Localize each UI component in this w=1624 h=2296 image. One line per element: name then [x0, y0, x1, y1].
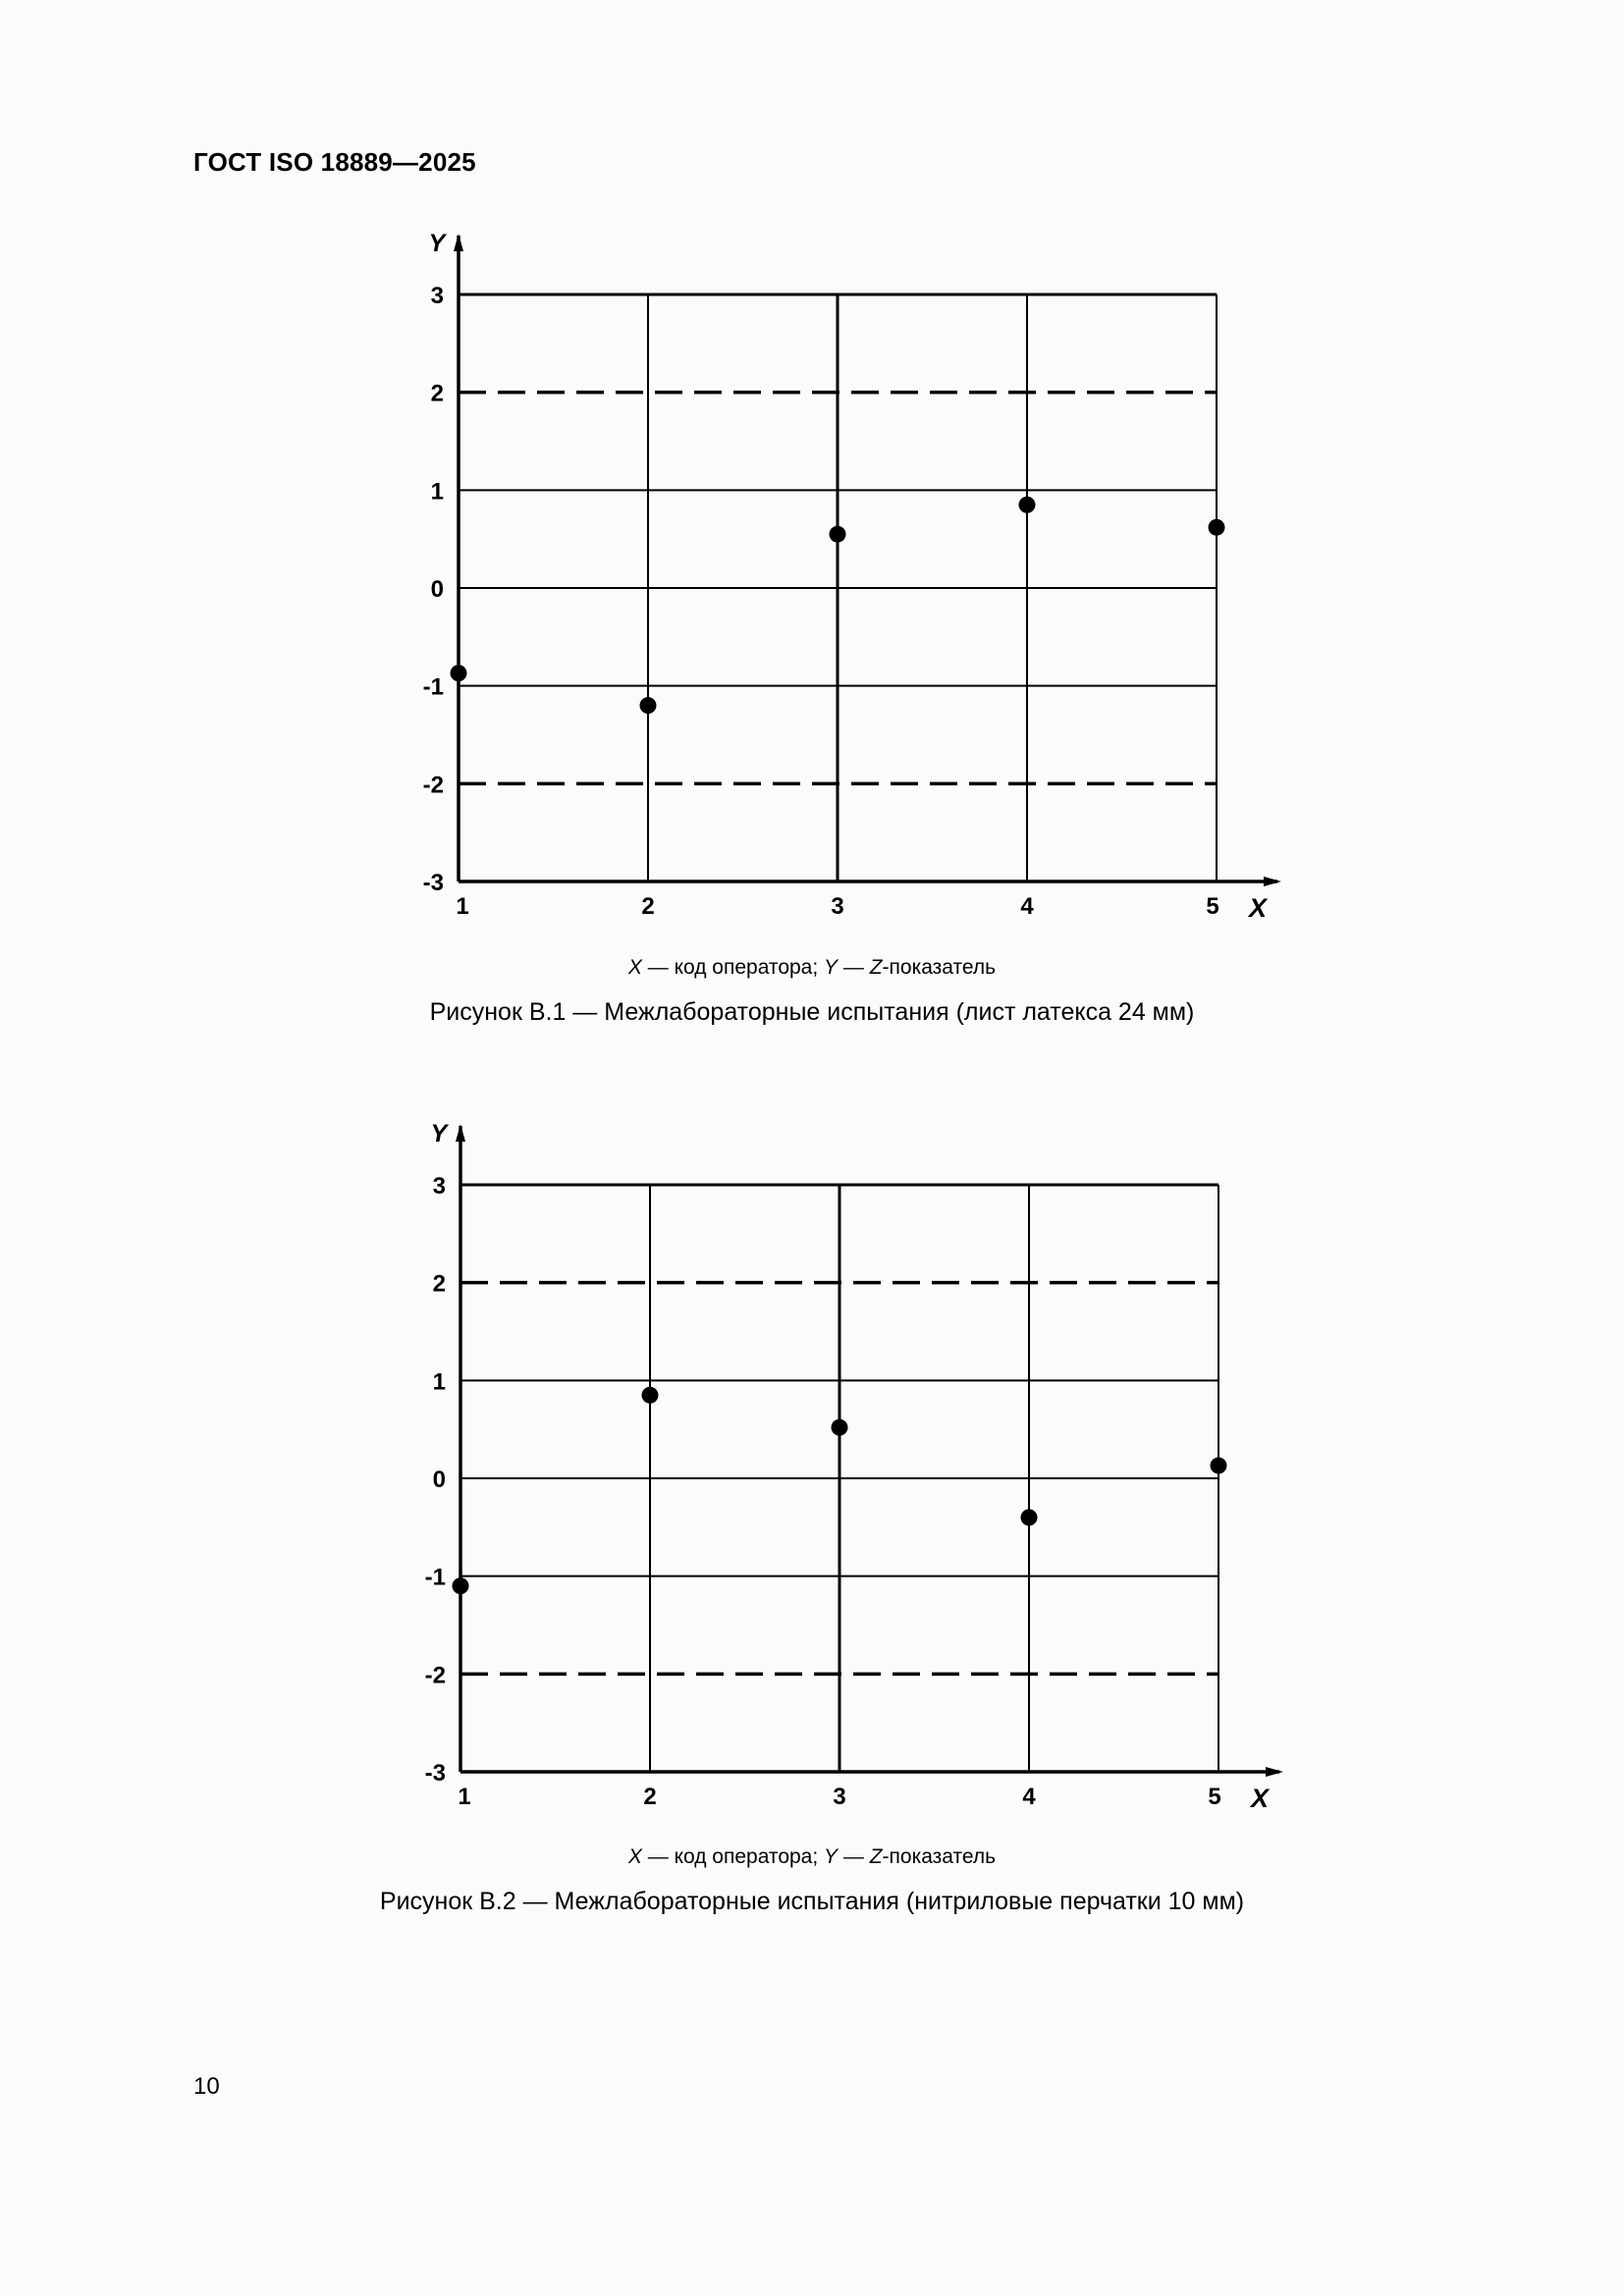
y-tick-label: 0 [432, 1467, 446, 1493]
y-tick-label: 1 [430, 478, 444, 506]
y-tick-label: 2 [432, 1270, 446, 1298]
data-point [640, 697, 657, 714]
figure-2-caption: Рисунок В.2 — Межлабораторные испытания (нитриловые перчатки 10 мм) [379, 1888, 1245, 1915]
legend-z-symbol: Z [869, 956, 883, 979]
legend-y-symbol: Y [824, 1845, 839, 1868]
x-tick-label: 1 [456, 893, 469, 920]
y-tick-label: 3 [430, 283, 444, 309]
data-point [1019, 497, 1036, 513]
x-axis-label: X [1250, 1784, 1270, 1813]
document-code-header: ГОСТ ISO 18889—2025 [193, 147, 476, 177]
x-axis-arrowhead [1264, 877, 1281, 886]
legend-x-symbol: X [627, 956, 642, 979]
data-point [1211, 1458, 1227, 1474]
data-point [1209, 519, 1225, 536]
x-tick-label: 2 [641, 893, 655, 920]
legend-x-text: — код оператора; [641, 1845, 825, 1868]
y-tick-label: -2 [424, 1662, 446, 1689]
x-axis-arrowhead [1266, 1767, 1283, 1777]
y-tick-label: -1 [424, 1564, 446, 1591]
y-axis-label: Y [430, 1120, 448, 1148]
data-point [832, 1419, 848, 1436]
legend-x-text: — код оператора; [641, 956, 825, 979]
legend-y-symbol: Y [824, 956, 839, 979]
figure-1-caption: Рисунок В.1 — Межлабораторные испытания (лист латекса 24 мм) [429, 998, 1195, 1026]
x-tick-label: 1 [458, 1784, 471, 1810]
y-tick-label: -3 [424, 1760, 446, 1787]
legend-y-dash: — [838, 1845, 870, 1868]
data-point [451, 665, 467, 681]
page-number: 10 [193, 2073, 220, 2100]
y-tick-label: -1 [422, 673, 444, 701]
legend-z-text: -показатель [882, 1845, 997, 1868]
legend-x-symbol: X [627, 1845, 642, 1868]
y-tick-label: 2 [430, 380, 444, 407]
zscore-chart-figure-1 [0, 196, 1624, 923]
y-tick-label: 1 [432, 1368, 446, 1396]
legend-z-symbol: Z [869, 1845, 883, 1868]
x-axis-label: X [1248, 893, 1268, 923]
x-tick-label: 2 [643, 1784, 657, 1810]
data-point [642, 1387, 659, 1404]
x-tick-label: 5 [1206, 893, 1219, 920]
figure-2-legend [0, 1845, 1624, 1869]
y-tick-label: -3 [422, 870, 444, 896]
x-tick-label: 5 [1208, 1784, 1221, 1810]
zscore-chart-figure-2 [0, 1087, 1624, 1813]
y-tick-label: 3 [432, 1173, 446, 1200]
x-tick-label: 3 [833, 1784, 846, 1810]
x-tick-label: 4 [1022, 1784, 1036, 1810]
data-point [830, 526, 846, 543]
y-axis-arrowhead [456, 1124, 465, 1142]
figure-1-legend [0, 956, 1624, 980]
legend-y-dash: — [838, 956, 870, 979]
x-tick-label: 4 [1020, 893, 1034, 920]
data-point [1021, 1509, 1038, 1525]
y-tick-label: -2 [422, 772, 444, 799]
legend-z-text: -показатель [882, 956, 997, 979]
y-tick-label: 0 [430, 576, 444, 603]
y-axis-label: Y [428, 230, 446, 257]
x-tick-label: 3 [831, 893, 844, 920]
data-point [453, 1577, 469, 1594]
y-axis-arrowhead [454, 234, 463, 251]
